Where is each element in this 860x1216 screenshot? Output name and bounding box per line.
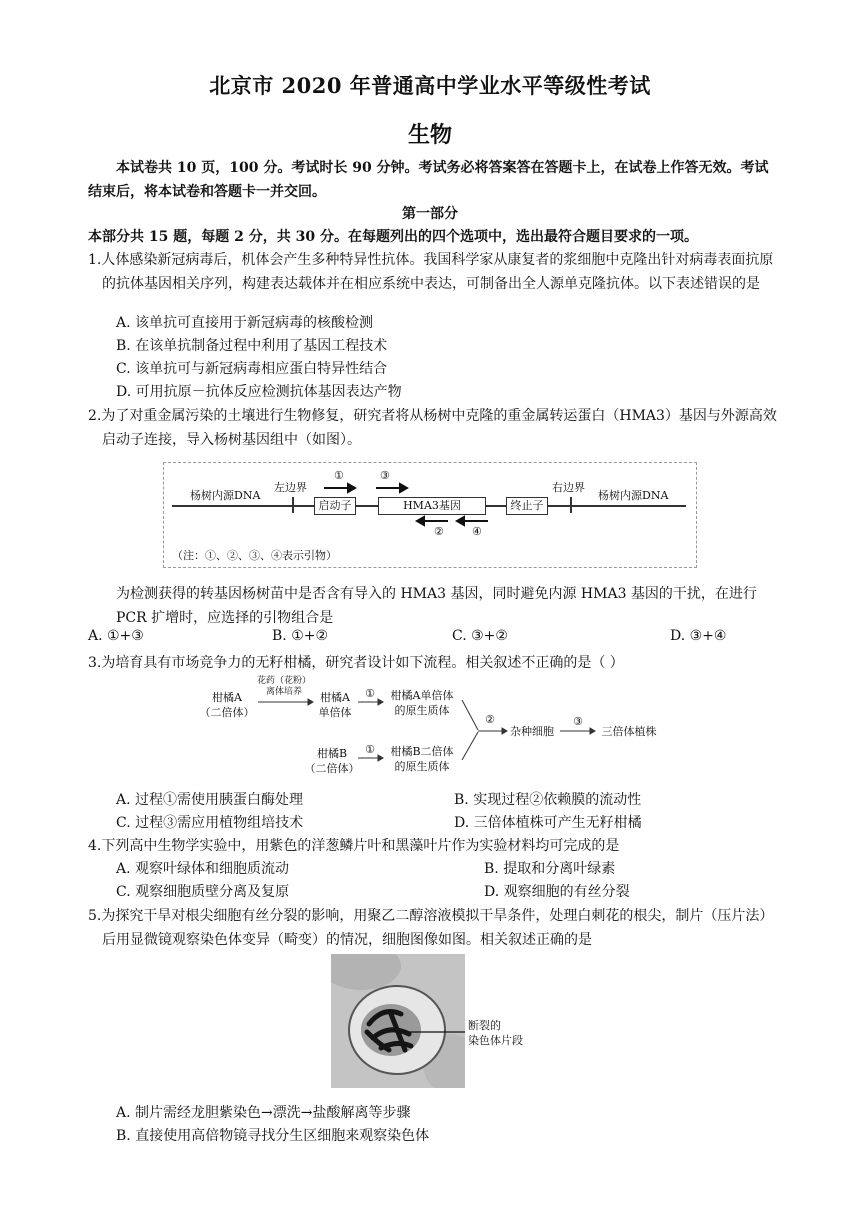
q1-option-c: C. 该单抗可与新冠病毒相应蛋白特异性结合 bbox=[116, 361, 388, 377]
question-5-stem: 5.为探究干旱对根尖细胞有丝分裂的影响，用聚乙二醇溶液模拟干旱条件，处理白刺花的根尖，制片（压片法）后用显微镜观察染色体变异（畸变）的情况，细胞图像如图。相关叙述正确的是 bbox=[88, 908, 774, 948]
question-1-stem: 1.人体感染新冠病毒后，机体会产生多种特异性抗体。我国科学家从康复者的浆细胞中克隆出针对病毒表面抗原的抗体基因相关序列，构建表达载体并在相应系统中表达，可制备出全人源单克隆抗体。以下表述错误的是 bbox=[88, 252, 774, 292]
primer-4-label: ④ bbox=[472, 525, 482, 538]
q5-option-b: B. 直接使用高倍物镜寻找分生区细胞来观察染色体 bbox=[116, 1128, 430, 1144]
citrus-a-haploid: 柑橘A 单倍体 bbox=[318, 691, 352, 719]
figure-note: （注：①、②、③、④表示引物） bbox=[172, 549, 337, 562]
terminator-box: 终止子 bbox=[506, 497, 548, 515]
left-border-label: 左边界 bbox=[274, 481, 307, 494]
chromosome-fragment-label: 断裂的 染色体片段 bbox=[468, 1019, 523, 1047]
hma3-gene-box: HMA3基因 bbox=[378, 497, 486, 515]
question-2 bbox=[88, 404, 778, 452]
breeding-flow-figure bbox=[196, 676, 676, 780]
question-2-stem2: 为检测获得的转基因杨树苗中是否含有导入的 HMA3 基因，同时避免内源 HMA3 基因的干扰，在进行 PCR 扩增时，应选择的引物组合是 bbox=[116, 586, 757, 626]
dna-right-label: 杨树内源DNA bbox=[598, 489, 669, 502]
citrus-a-protoplast: 柑橘A单倍体 的原生质体 bbox=[390, 689, 454, 717]
q4-option-b: B. 提取和分离叶绿素 bbox=[484, 861, 616, 877]
anther-culture-label: 花药（花粉） 离体培养 bbox=[256, 676, 311, 697]
step-1-label: ① bbox=[365, 687, 375, 700]
flow-arrows bbox=[196, 676, 676, 780]
q5-option-a: A. 制片需经龙胆紫染色→漂洗→盐酸解离等步骤 bbox=[116, 1105, 411, 1121]
q1-option-b: B. 在该单抗制备过程中利用了基因工程技术 bbox=[116, 338, 388, 354]
q1-option-d: D. 可用抗原－抗体反应检测抗体基因表达产物 bbox=[116, 384, 402, 400]
q4-option-c: C. 观察细胞质壁分离及复原 bbox=[116, 884, 290, 900]
question-2-stem: 2.为了对重金属污染的土壤进行生物修复，研究者将从杨树中克隆的重金属转运蛋白（HMA3）基因与外源高效启动子连接，导入杨树基因组中（如图）。 bbox=[88, 408, 777, 448]
q3-option-a: A. 过程①需使用胰蛋白酶处理 bbox=[116, 792, 304, 808]
exam-intro: 本试卷共 10 页，100 分。考试时长 90 分钟。考试务必将答案答在答题卡上，在试卷上作答无效。考试结束后，将本试卷和答题卡一并交回。 bbox=[88, 160, 769, 200]
right-border-label: 右边界 bbox=[552, 481, 585, 494]
primer-1-label: ① bbox=[334, 469, 344, 482]
step-1b-label: ① bbox=[365, 743, 375, 756]
promoter-box: 启动子 bbox=[314, 497, 356, 515]
q2-option-b: B. ①+② bbox=[272, 628, 329, 644]
subject-title: 生物 bbox=[407, 122, 452, 148]
step-3-label: ③ bbox=[573, 715, 583, 728]
citrus-b-protoplast: 柑橘B二倍体 的原生质体 bbox=[390, 745, 454, 773]
primer-2-label: ② bbox=[434, 525, 444, 538]
q1-option-a: A. 该单抗可直接用于新冠病毒的核酸检测 bbox=[116, 315, 374, 331]
triploid-plant: 三倍体植株 bbox=[601, 725, 657, 738]
question-5 bbox=[88, 904, 778, 952]
citrus-b: 柑橘B （二倍体） bbox=[304, 747, 360, 775]
q3-option-d: D. 三倍体植株可产生无籽柑橘 bbox=[454, 815, 642, 831]
primer-3-label: ③ bbox=[380, 469, 390, 482]
part-description: 本部分共 15 题，每题 2 分，共 30 分。在每题列出的四个选项中，选出最符合题目要求的一项。 bbox=[88, 229, 698, 245]
q2-option-c: C. ③+② bbox=[452, 628, 508, 644]
step-2-label: ② bbox=[485, 713, 495, 726]
dna-left-label: 杨树内源DNA bbox=[190, 489, 261, 502]
question-1 bbox=[88, 248, 778, 296]
q2-option-d: D. ③+④ bbox=[670, 628, 727, 644]
citrus-a: 柑橘A （二倍体） bbox=[199, 691, 255, 719]
micrograph-image bbox=[331, 954, 465, 1088]
question-3-stem: 3.为培育具有市场竞争力的无籽柑橘，研究者设计如下流程。相关叙述不正确的是（ ） bbox=[88, 655, 624, 671]
question-4-stem: 4.下列高中生物学实验中，用紫色的洋葱鳞片叶和黑藻叶片作为实验材料均可完成的是 bbox=[88, 838, 620, 854]
q4-option-d: D. 观察细胞的有丝分裂 bbox=[484, 884, 630, 900]
exam-title: 北京市 2020 年普通高中学业水平等级性考试 bbox=[209, 73, 651, 98]
q4-option-a: A. 观察叶绿体和细胞质流动 bbox=[116, 861, 290, 877]
gene-construct-figure bbox=[163, 462, 697, 568]
q2-option-a: A. ①+③ bbox=[88, 628, 144, 644]
part-title: 第一部分 bbox=[402, 206, 458, 222]
q3-option-b: B. 实现过程②依赖膜的流动性 bbox=[454, 792, 642, 808]
q3-option-c: C. 过程③需应用植物组培技术 bbox=[116, 815, 304, 831]
cell-micrograph bbox=[331, 954, 465, 1088]
hybrid-cell: 杂种细胞 bbox=[510, 725, 554, 738]
